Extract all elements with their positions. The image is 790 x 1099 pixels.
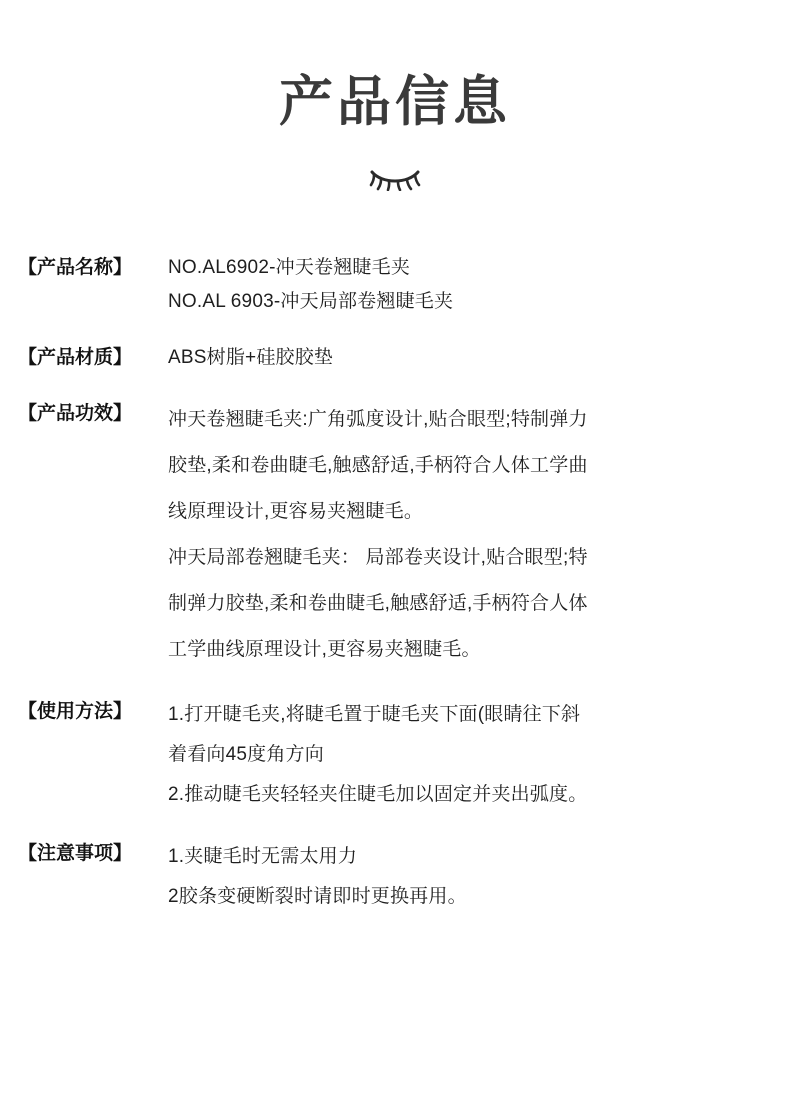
product-material-line-1: ABS树脂+硅胶胶垫 — [168, 346, 334, 368]
value-precautions — [168, 837, 774, 917]
section-usage-method — [18, 695, 774, 815]
eyelash-icon — [0, 165, 790, 205]
usage-method-line-3: 2.推动睫毛夹轻轻夹住睫毛加以固定并夹出弧度。 — [168, 783, 588, 805]
product-effect-line-4: 冲天局部卷翘睫毛夹： 局部卷夹设计,贴合眼型;特 — [168, 546, 588, 568]
product-effect-line-1: 冲天卷翘睫毛夹:广角弧度设计,贴合眼型;特制弹力 — [168, 408, 588, 430]
usage-method-line-2: 着看向45度角方向 — [168, 743, 324, 765]
value-usage-method — [168, 695, 774, 815]
product-info-sections — [0, 251, 790, 917]
product-name-line-2: NO.AL 6903-冲天局部卷翘睫毛夹 — [168, 290, 454, 312]
usage-method-line-1: 1.打开睫毛夹,将睫毛置于睫毛夹下面(眼睛往下斜 — [168, 703, 581, 725]
page-title: 产品信息 — [279, 72, 511, 132]
precautions-line-1: 1.夹睫毛时无需太用力 — [168, 845, 358, 867]
label-product-effect: 【产品功效】 — [18, 402, 133, 424]
label-usage-method: 【使用方法】 — [18, 700, 133, 722]
section-product-name — [18, 251, 774, 319]
value-product-name — [168, 251, 774, 319]
product-effect-line-6: 工学曲线原理设计,更容易夹翘睫毛。 — [168, 638, 481, 660]
value-product-material — [168, 341, 774, 375]
section-product-effect — [18, 397, 774, 673]
product-name-line-1: NO.AL6902-冲天卷翘睫毛夹 — [168, 256, 411, 278]
section-product-material — [18, 341, 774, 375]
product-effect-line-5: 制弹力胶垫,柔和卷曲睫毛,触感舒适,手柄符合人体 — [168, 592, 588, 614]
product-effect-line-3: 线原理设计,更容易夹翘睫毛。 — [168, 500, 424, 522]
label-product-material: 【产品材质】 — [18, 346, 133, 368]
value-product-effect — [168, 397, 774, 673]
precautions-line-2: 2胶条变硬断裂时请即时更换再用。 — [168, 885, 467, 907]
product-effect-line-2: 胶垫,柔和卷曲睫毛,触感舒适,手柄符合人体工学曲 — [168, 454, 588, 476]
label-product-name: 【产品名称】 — [18, 256, 133, 278]
label-precautions: 【注意事项】 — [18, 842, 133, 864]
section-precautions — [18, 837, 774, 917]
